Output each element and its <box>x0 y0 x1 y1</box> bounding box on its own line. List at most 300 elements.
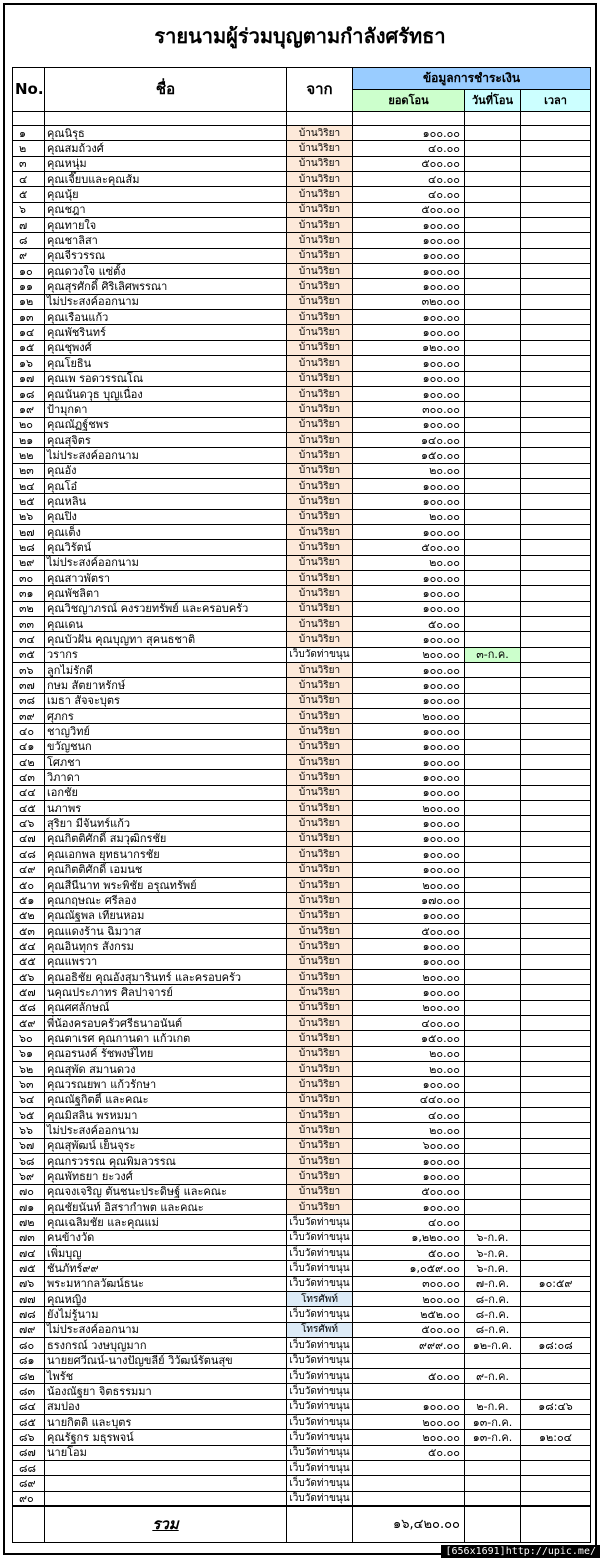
row-name: นายโอม <box>45 1445 287 1460</box>
row-date <box>465 233 521 248</box>
row-no: ๗๘ <box>13 1307 45 1322</box>
row-date <box>465 586 521 601</box>
row-no: ๒๖ <box>13 509 45 524</box>
row-name: คุณเรือนแก้ว <box>45 310 287 325</box>
row-amount: ๒๐๐.๐๐ <box>353 1292 465 1307</box>
row-name: ยังไม่รู้นาม <box>45 1307 287 1322</box>
row-no: ๘๗ <box>13 1445 45 1460</box>
table-row <box>13 969 591 984</box>
row-no: ๔๘ <box>13 847 45 862</box>
row-from: บ้านวิริยา <box>287 985 353 1000</box>
table-row <box>13 923 591 938</box>
row-name: คุณนุ้ย <box>45 187 287 202</box>
row-amount: ๑๐๐.๐๐ <box>353 279 465 294</box>
row-amount: ๑๐๐.๐๐ <box>353 847 465 862</box>
row-name: คุณเพ รอดวรรณโณ <box>45 371 287 386</box>
row-time <box>521 985 591 1000</box>
row-name: ไม่ประสงค์ออกนาม <box>45 1322 287 1337</box>
table-row <box>13 156 591 171</box>
row-name: คุณพัทธยา ยะวงศ์ <box>45 1169 287 1184</box>
row-amount <box>353 1460 465 1475</box>
row-no: ๕๐ <box>13 877 45 892</box>
row-amount: ๒๐.๐๐ <box>353 555 465 570</box>
row-time <box>521 1077 591 1092</box>
row-name: คุณอัง <box>45 463 287 478</box>
table-row <box>13 862 591 877</box>
table-row <box>13 1246 591 1261</box>
row-no: ๘ <box>13 233 45 248</box>
row-name: พี่น้องครอบครัวศรีธนาอนันต์ <box>45 1015 287 1030</box>
row-from: บ้านวิริยา <box>287 969 353 984</box>
donor-table <box>12 67 591 1543</box>
row-no: ๔๖ <box>13 816 45 831</box>
row-name: คุณสุพัฒน์ เย็นจุระ <box>45 1138 287 1153</box>
row-from: บ้านวิริยา <box>287 755 353 770</box>
row-amount: ๒๐๐.๐๐ <box>353 877 465 892</box>
row-from: บ้านวิริยา <box>287 1046 353 1061</box>
table-row <box>13 248 591 263</box>
row-date <box>465 1123 521 1138</box>
row-from: บ้านวิริยา <box>287 172 353 187</box>
row-date: ๘-ก.ค. <box>465 1307 521 1322</box>
row-amount: ๑๐๐.๐๐ <box>353 218 465 233</box>
table-row <box>13 432 591 447</box>
row-time <box>521 1138 591 1153</box>
row-no: ๘๕ <box>13 1414 45 1429</box>
row-no: ๑๗ <box>13 371 45 386</box>
row-from: บ้านวิริยา <box>287 862 353 877</box>
row-date <box>465 126 521 141</box>
table-row <box>13 540 591 555</box>
row-date: ๖-ก.ค. <box>465 1261 521 1276</box>
row-name: คุณแพรวา <box>45 954 287 969</box>
table-row <box>13 632 591 647</box>
table-row <box>13 1138 591 1153</box>
table-row <box>13 386 591 401</box>
table-row <box>13 1154 591 1169</box>
row-name: คุณเจี๊ยบและคุณส้ม <box>45 172 287 187</box>
table-row <box>13 1200 591 1215</box>
row-amount: ๑๐๐.๐๐ <box>353 126 465 141</box>
table-row <box>13 1353 591 1368</box>
row-time <box>521 831 591 846</box>
row-from: เว็บวัดท่าขนุน <box>287 647 353 662</box>
table-row <box>13 586 591 601</box>
row-from: บ้านวิริยา <box>287 540 353 555</box>
table-row <box>13 448 591 463</box>
row-name: คุณชาลิสา <box>45 233 287 248</box>
row-name: คุณวรณยพา แก้วรักษา <box>45 1077 287 1092</box>
table-row <box>13 218 591 233</box>
table-row <box>13 770 591 785</box>
row-from: บ้านวิริยา <box>287 417 353 432</box>
row-name: คุณชฎา <box>45 202 287 217</box>
row-time <box>521 310 591 325</box>
row-date <box>465 202 521 217</box>
row-date <box>465 678 521 693</box>
row-date <box>465 1061 521 1076</box>
row-date <box>465 1138 521 1153</box>
row-from: บ้านวิริยา <box>287 586 353 601</box>
row-no: ๖๖ <box>13 1123 45 1138</box>
row-no: ๔๑ <box>13 739 45 754</box>
row-time <box>521 172 591 187</box>
row-no: ๘๐ <box>13 1338 45 1353</box>
row-from: เว็บวัดท่าขนุน <box>287 1338 353 1353</box>
row-from: เว็บวัดท่าขนุน <box>287 1445 353 1460</box>
row-name: คุณชุพงศ์ <box>45 340 287 355</box>
row-amount <box>353 1491 465 1506</box>
row-no: ๕๗ <box>13 985 45 1000</box>
row-name: นภาพร <box>45 801 287 816</box>
row-name: คุณกิตติศักดิ์ เอมนช <box>45 862 287 877</box>
row-time: ๑๐:๕๙ <box>521 1276 591 1291</box>
row-time <box>521 1476 591 1491</box>
row-time: ๑๘:๐๘ <box>521 1338 591 1353</box>
table-row <box>13 1445 591 1460</box>
row-from: บ้านวิริยา <box>287 1108 353 1123</box>
row-from: บ้านวิริยา <box>287 248 353 263</box>
row-date <box>465 463 521 478</box>
table-row <box>13 310 591 325</box>
row-name: กษม สัตยาหรักษ์ <box>45 678 287 693</box>
row-time <box>521 785 591 800</box>
row-name: คุณนันดวุธ บุญเนื่อง <box>45 386 287 401</box>
row-from: บ้านวิริยา <box>287 494 353 509</box>
row-from: บ้านวิริยา <box>287 1031 353 1046</box>
table-row <box>13 340 591 355</box>
row-amount: ๑๐๐.๐๐ <box>353 478 465 493</box>
row-date <box>465 862 521 877</box>
row-from: บ้านวิริยา <box>287 831 353 846</box>
table-row <box>13 325 591 340</box>
table-row <box>13 739 591 754</box>
row-date <box>465 1476 521 1491</box>
row-date <box>465 601 521 616</box>
row-time <box>521 1200 591 1215</box>
row-from: บ้านวิริยา <box>287 678 353 693</box>
row-no: ๒๗ <box>13 524 45 539</box>
row-amount: ๙๙๙.๐๐ <box>353 1338 465 1353</box>
row-from: โทรศัพท์ <box>287 1322 353 1337</box>
row-date <box>465 1353 521 1368</box>
row-name: คุณดวงใจ แซ่ตั้ง <box>45 264 287 279</box>
row-name <box>45 1460 287 1475</box>
row-name: ธรงกรณ์ วงษบุญมาก <box>45 1338 287 1353</box>
row-time <box>521 739 591 754</box>
table-row <box>13 693 591 708</box>
row-amount: ๔๐๐.๐๐ <box>353 1015 465 1030</box>
row-name: คุณจีรวรรณ <box>45 248 287 263</box>
row-from: เว็บวัดท่าขนุน <box>287 1307 353 1322</box>
row-amount: ๑๐๐.๐๐ <box>353 985 465 1000</box>
row-no: ๓๕ <box>13 647 45 662</box>
row-no: ๕๙ <box>13 1015 45 1030</box>
row-amount: ๕๐๐.๐๐ <box>353 156 465 171</box>
table-row <box>13 463 591 478</box>
row-from: บ้านวิริยา <box>287 371 353 386</box>
row-from: บ้านวิริยา <box>287 770 353 785</box>
row-date <box>465 1460 521 1475</box>
row-from: บ้านวิริยา <box>287 954 353 969</box>
row-name: ศุภกร <box>45 709 287 724</box>
header-payment-info: ข้อมูลการชำระเงิน <box>353 68 591 90</box>
row-time <box>521 279 591 294</box>
row-amount: ๑๐๐.๐๐ <box>353 739 465 754</box>
table-row <box>13 294 591 309</box>
row-amount: ๕๐๐.๐๐ <box>353 1184 465 1199</box>
row-from: บ้านวิริยา <box>287 617 353 632</box>
row-time <box>521 356 591 371</box>
row-time <box>521 1445 591 1460</box>
row-date <box>465 1046 521 1061</box>
row-from: บ้านวิริยา <box>287 310 353 325</box>
row-from: บ้านวิริยา <box>287 693 353 708</box>
row-time <box>521 1184 591 1199</box>
row-date <box>465 1184 521 1199</box>
row-date: ๑๓-ก.ค. <box>465 1430 521 1445</box>
row-from: เว็บวัดท่าขนุน <box>287 1353 353 1368</box>
row-name: คุณบัวฝัน คุณบุญทา สุคนธชาติ <box>45 632 287 647</box>
row-amount: ๑๐๐.๐๐ <box>353 264 465 279</box>
table-row <box>13 1215 591 1230</box>
row-no: ๒ <box>13 141 45 156</box>
row-no: ๒๑ <box>13 432 45 447</box>
row-date <box>465 816 521 831</box>
row-name: คุณนิรุธ <box>45 126 287 141</box>
row-name: น้องณัฐยา จิตธรรมมา <box>45 1384 287 1399</box>
row-no: ๓๔ <box>13 632 45 647</box>
row-amount: ๒๐.๐๐ <box>353 1046 465 1061</box>
row-name: คุณกิตติศักดิ์ สมวุฒิกรชัย <box>45 831 287 846</box>
table-row <box>13 1108 591 1123</box>
row-date: ๗-ก.ค. <box>465 1276 521 1291</box>
row-date <box>465 1384 521 1399</box>
row-no: ๒๙ <box>13 555 45 570</box>
row-name: คุณรัฐกร มธุรพจน์ <box>45 1430 287 1445</box>
row-date <box>465 709 521 724</box>
row-date <box>465 908 521 923</box>
table-row <box>13 709 591 724</box>
row-date <box>465 432 521 447</box>
row-from: บ้านวิริยา <box>287 233 353 248</box>
row-from: เว็บวัดท่าขนุน <box>287 1276 353 1291</box>
row-date <box>465 893 521 908</box>
row-time <box>521 386 591 401</box>
row-from: บ้านวิริยา <box>287 555 353 570</box>
row-time <box>521 1015 591 1030</box>
row-amount: ๑๐๐.๐๐ <box>353 908 465 923</box>
row-time <box>521 233 591 248</box>
row-no: ๗๓ <box>13 1230 45 1245</box>
row-no: ๒๐ <box>13 417 45 432</box>
row-date <box>465 417 521 432</box>
table-row <box>13 1123 591 1138</box>
table-row <box>13 908 591 923</box>
row-name: ไม่ประสงค์ออกนาม <box>45 1123 287 1138</box>
row-name: วรากร <box>45 647 287 662</box>
row-time <box>521 939 591 954</box>
row-name: คุณสุจิตร <box>45 432 287 447</box>
row-from: บ้านวิริยา <box>287 939 353 954</box>
table-row <box>13 1276 591 1291</box>
row-time <box>521 1384 591 1399</box>
row-name: คุณโอ๋ <box>45 478 287 493</box>
table-row <box>13 1230 591 1245</box>
row-amount: ๑๐๐.๐๐ <box>353 310 465 325</box>
row-no: ๖๒ <box>13 1061 45 1076</box>
row-name: คุณหญิง <box>45 1292 287 1307</box>
row-date <box>465 801 521 816</box>
row-amount: ๔๐.๐๐ <box>353 172 465 187</box>
row-no: ๖๗ <box>13 1138 45 1153</box>
page-title: รายนามผู้ร่วมบุญตามกำลังศรัทธา <box>154 24 446 48</box>
row-time <box>521 1491 591 1506</box>
row-time <box>521 1154 591 1169</box>
row-from: บ้านวิริยา <box>287 1092 353 1107</box>
row-name: พระมหากลวัฒน์ธนะ <box>45 1276 287 1291</box>
row-date <box>465 632 521 647</box>
table-row <box>13 1460 591 1475</box>
row-no: ๖๑ <box>13 1046 45 1061</box>
row-time <box>521 294 591 309</box>
row-from: บ้านวิริยา <box>287 126 353 141</box>
row-time <box>521 325 591 340</box>
row-no: ๔๕ <box>13 801 45 816</box>
row-amount: ๒๐๐.๐๐ <box>353 1000 465 1015</box>
row-date <box>465 1154 521 1169</box>
row-from: บ้านวิริยา <box>287 847 353 862</box>
row-amount: ๑๐๐.๐๐ <box>353 570 465 585</box>
row-name: คุณหลิน <box>45 494 287 509</box>
row-time <box>521 1353 591 1368</box>
row-amount: ๔๐.๐๐ <box>353 187 465 202</box>
row-amount: ๕๐๐.๐๐ <box>353 202 465 217</box>
row-time <box>521 647 591 662</box>
row-no: ๕๒ <box>13 908 45 923</box>
table-row <box>13 1061 591 1076</box>
row-no: ๔๒ <box>13 755 45 770</box>
row-no: ๑๖ <box>13 356 45 371</box>
table-row <box>13 524 591 539</box>
row-no: ๑๘ <box>13 386 45 401</box>
row-name: คุณหนุ่ม <box>45 156 287 171</box>
table-row <box>13 1169 591 1184</box>
row-time <box>521 1215 591 1230</box>
row-amount: ๑๐๐.๐๐ <box>353 862 465 877</box>
row-from: บ้านวิริยา <box>287 340 353 355</box>
row-name: วิภาดา <box>45 770 287 785</box>
row-date: ๘-ก.ค. <box>465 1322 521 1337</box>
row-from: เว็บวัดท่าขนุน <box>287 1399 353 1414</box>
row-amount: ๓๐๐.๐๐ <box>353 1276 465 1291</box>
row-amount: ๔๐.๐๐ <box>353 1215 465 1230</box>
row-no: ๒๒ <box>13 448 45 463</box>
row-amount: ๔๐.๐๐ <box>353 141 465 156</box>
row-from: บ้านวิริยา <box>287 1061 353 1076</box>
row-amount: ๑๗๐.๐๐ <box>353 893 465 908</box>
row-from: เว็บวัดท่าขนุน <box>287 1368 353 1383</box>
row-no: ๘๓ <box>13 1384 45 1399</box>
row-no: ๙ <box>13 248 45 263</box>
header-amount: ยอดโอน <box>353 90 465 112</box>
row-date <box>465 141 521 156</box>
table-row <box>13 816 591 831</box>
table-row <box>13 601 591 616</box>
row-time <box>521 248 591 263</box>
row-name: ไม่ประสงค์ออกนาม <box>45 448 287 463</box>
table-row <box>13 233 591 248</box>
row-amount: ๑๐๐.๐๐ <box>353 632 465 647</box>
table-row <box>13 202 591 217</box>
table-row <box>13 847 591 862</box>
row-amount: ๒๐๐.๐๐ <box>353 647 465 662</box>
row-no: ๔๓ <box>13 770 45 785</box>
row-no: ๘๘ <box>13 1460 45 1475</box>
row-amount: ๑๕๐.๐๐ <box>353 1031 465 1046</box>
row-date <box>465 494 521 509</box>
row-no: ๗๕ <box>13 1261 45 1276</box>
row-date: ๓-ก.ค. <box>465 647 521 662</box>
row-date <box>465 524 521 539</box>
row-amount: ๑๒๐.๐๐ <box>353 340 465 355</box>
row-from: เว็บวัดท่าขนุน <box>287 1430 353 1445</box>
table-row <box>13 1015 591 1030</box>
row-time <box>521 709 591 724</box>
row-time <box>521 141 591 156</box>
row-from: บ้านวิริยา <box>287 570 353 585</box>
row-date: ๖-ก.ค. <box>465 1230 521 1245</box>
row-no: ๓๘ <box>13 693 45 708</box>
row-amount: ๑๐๐.๐๐ <box>353 954 465 969</box>
row-no: ๓๐ <box>13 570 45 585</box>
table-row <box>13 893 591 908</box>
spacer-row <box>13 112 591 126</box>
row-from: เว็บวัดท่าขนุน <box>287 1246 353 1261</box>
row-from: เว็บวัดท่าขนุน <box>287 1460 353 1475</box>
row-name: คุณปิง <box>45 509 287 524</box>
row-name: คุณเดน <box>45 617 287 632</box>
row-name: คนข้างวัด <box>45 1230 287 1245</box>
row-time <box>521 678 591 693</box>
row-name: ไม่ประสงค์ออกนาม <box>45 555 287 570</box>
row-date <box>465 617 521 632</box>
row-date <box>465 540 521 555</box>
table-row <box>13 1430 591 1445</box>
row-no: ๒๘ <box>13 540 45 555</box>
row-from: เว็บวัดท่าขนุน <box>287 1384 353 1399</box>
row-amount: ๒๐๐.๐๐ <box>353 801 465 816</box>
row-no: ๒๔ <box>13 478 45 493</box>
row-amount: ๑๕๐.๐๐ <box>353 448 465 463</box>
header-time: เวลา <box>521 90 591 112</box>
row-name: คุณทายใจ <box>45 218 287 233</box>
row-time <box>521 632 591 647</box>
row-date: ๑๓-ก.ค. <box>465 1414 521 1429</box>
row-time <box>521 1460 591 1475</box>
row-time <box>521 463 591 478</box>
row-time <box>521 923 591 938</box>
row-time <box>521 1322 591 1337</box>
row-name: คุณสุพัด สมานดวง <box>45 1061 287 1076</box>
row-date <box>465 663 521 678</box>
row-name: ชันภัทร์๙๙ <box>45 1261 287 1276</box>
row-date <box>465 739 521 754</box>
row-amount: ๑,๐๕๙.๐๐ <box>353 1261 465 1276</box>
row-date: ๑๒-ก.ค. <box>465 1338 521 1353</box>
row-from: บ้านวิริยา <box>287 1000 353 1015</box>
row-amount: ๒๐๐.๐๐ <box>353 1430 465 1445</box>
